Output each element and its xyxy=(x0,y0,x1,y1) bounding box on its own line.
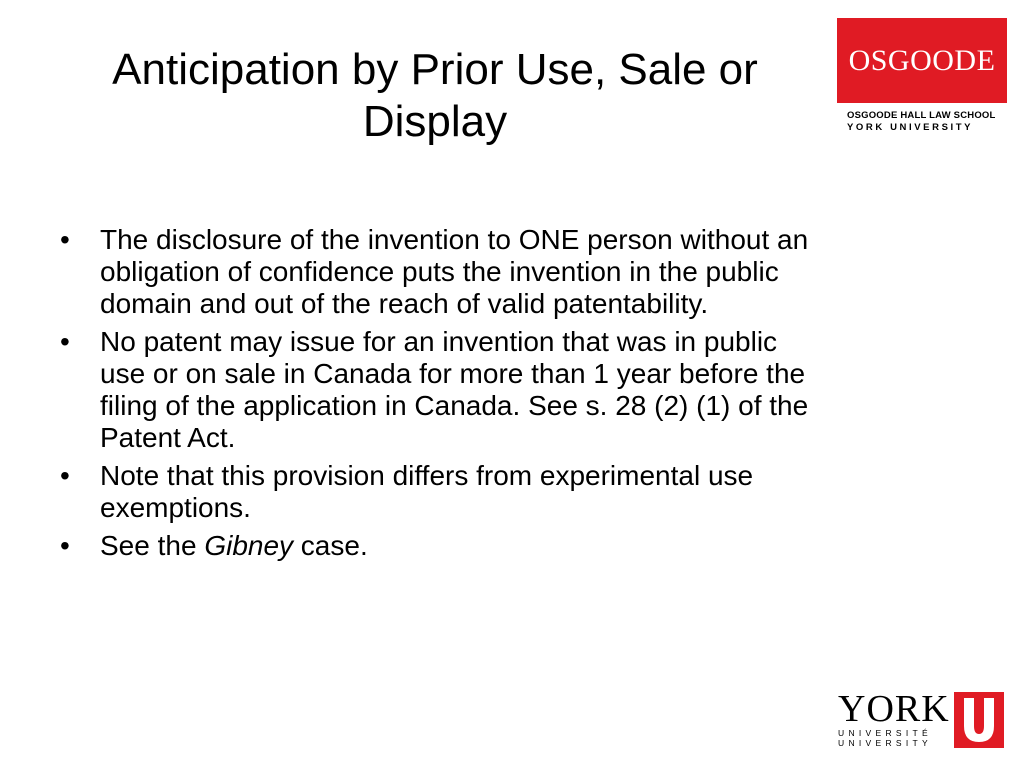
york-logo-word: YORK xyxy=(838,688,950,730)
bullet-text: The disclosure of the invention to ONE person without an obligation of confidence puts the invention in the public domain and out of the reach of valid patentability. xyxy=(100,224,809,319)
bullet-item xyxy=(58,326,818,454)
york-logo-line1: UNIVERSITÉ xyxy=(838,728,933,738)
bullet-marker: • xyxy=(60,460,70,491)
york-logo xyxy=(838,690,1008,750)
slide-title: Anticipation by Prior Use, Sale or Display xyxy=(112,45,758,146)
york-u-mark-icon xyxy=(954,692,1004,748)
bullet-text: No patent may issue for an invention that was in public use or on sale in Canada for more than 1 year before the filing of the application in Canada. See s. 28 (2) (1) of the Patent Act. xyxy=(100,326,809,453)
york-logo-line2: UNIVERSITY xyxy=(838,738,933,748)
bullet-text: Note that this provision differs from experimental use exemptions. xyxy=(100,460,754,523)
case-name-emphasis: Gibney xyxy=(204,530,294,561)
bullet-list xyxy=(58,224,818,568)
bullet-marker: • xyxy=(60,326,70,357)
osgoode-logo-line1: OSGOODE HALL LAW SCHOOL xyxy=(847,110,996,121)
bullet-item xyxy=(58,530,818,562)
bullet-marker: • xyxy=(60,530,70,561)
bullet-text-after: case. xyxy=(293,530,368,561)
osgoode-logo-line2: YORK UNIVERSITY xyxy=(847,122,974,133)
osgoode-logo-box xyxy=(837,18,1007,103)
osgoode-logo xyxy=(837,18,1007,136)
bullet-marker: • xyxy=(60,224,70,255)
osgoode-logo-word: OSGOODE xyxy=(848,43,996,77)
bullet-item xyxy=(58,224,818,320)
bullet-item xyxy=(58,460,818,524)
bullet-text-before: See the xyxy=(100,530,205,561)
